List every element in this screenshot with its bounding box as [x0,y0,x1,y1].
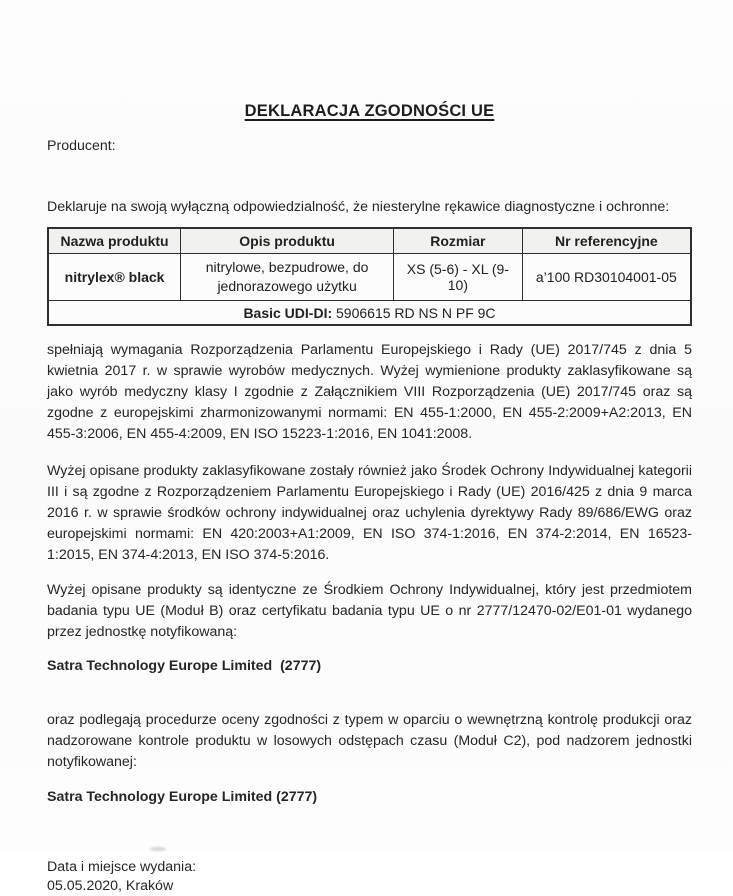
column-header-size: Rozmiar [394,228,523,254]
scan-artifact-mark [150,847,166,851]
udi-row [48,301,691,326]
table-header-row [48,228,691,254]
notified-body-line-1: Satra Technology Europe Limited (2777) [47,658,322,674]
issue-date-value: 05.05.2020, Kraków [47,878,174,894]
issue-date-block [47,858,692,896]
producer-label: Producent: [47,138,116,154]
document-title-text: DEKLARACJA ZGODNOŚCI UE [244,102,495,120]
column-header-product-description: Opis produktu [181,228,394,254]
paragraph-module-c2: oraz podlegają procedurze oceny zgodności z typem w oparciu o wewnętrzną kontrolę produkcji oraz nadzorowane kontrole produktu w losowych odstępach czasu (Moduł C2), pod nadzorem jednostki notyfikowanej: [47,712,692,770]
issue-date-label: Data i miejsce wydania: [47,859,197,875]
declaration-intro: Deklaruje na swoją wyłączną odpowiedzialność, że niesterylne rękawice diagnostyczne i ochronne: [47,199,670,215]
udi-value: 5906615 RD NS N PF 9C [336,304,496,321]
udi-label: Basic UDI-DI: [243,304,333,321]
document-title [47,102,692,121]
product-description-cell: nitrylowe, bezpudrowe, do jednorazowego użytku [181,254,394,301]
product-size-cell: XS (5-6) - XL (9-10) [394,254,523,301]
notified-body-line-2: Satra Technology Europe Limited (2777) [47,789,318,805]
table-row [48,254,691,301]
udi-cell [48,301,691,326]
product-reference-cell: a’100 RD30104001-05 [522,254,691,301]
paragraph-module-b: Wyżej opisane produkty są identyczne ze Środkiem Ochrony Indywidualnej, który jest przedmiotem badania typu UE (Moduł B) oraz certyfikatu badania typu UE o nr 2777/12470-02/E01-01 wydanego przez jednostkę notyfikowaną: [47,582,692,640]
product-table [47,227,692,326]
paragraph-mdr-compliance: spełniają wymagania Rozporządzenia Parlamentu Europejskiego i Rady (UE) 2017/745 z dnia 5 kwietnia 2017 r. w sprawie wyrobów medycznych. Wyżej wymienione produkty zaklasyfikowane są jako wyrób medyczny klasy I zgodnie z Załącznikiem VIII Rozporządzenia (UE) 2017/745 oraz są zgodne z europejskimi zharmonizowanymi normami: EN 455-1:2000, EN 455-2:2009+A2:2013, EN 455-3:2006, EN 455-4:2009, EN ISO 15223-1:2016, EN 1041:2008. [47,342,692,442]
product-name-cell: nitrylex® black [48,254,181,301]
column-header-product-name: Nazwa produktu [48,228,181,254]
column-header-reference-number: Nr referencyjne [522,228,691,254]
paragraph-ppe-compliance: Wyżej opisane produkty zaklasyfikowane zostały również jako Środek Ochrony Indywidualnej kategorii III i są zgodne z Rozporządzeniem Parlamentu Europejskiego i Rady (UE) 2016/425 z dnia 9 marca 2016 r. w sprawie środków ochrony indywidualnej oraz uchylenia dyrektywy Rady 89/686/EWG oraz europejskimi normami: EN 420:2003+A1:2009, EN ISO 374-1:2016, EN 374-2:2014, EN 16523-1:2015, EN 374-4:2013, EN ISO 374-5:2016. [47,463,692,563]
